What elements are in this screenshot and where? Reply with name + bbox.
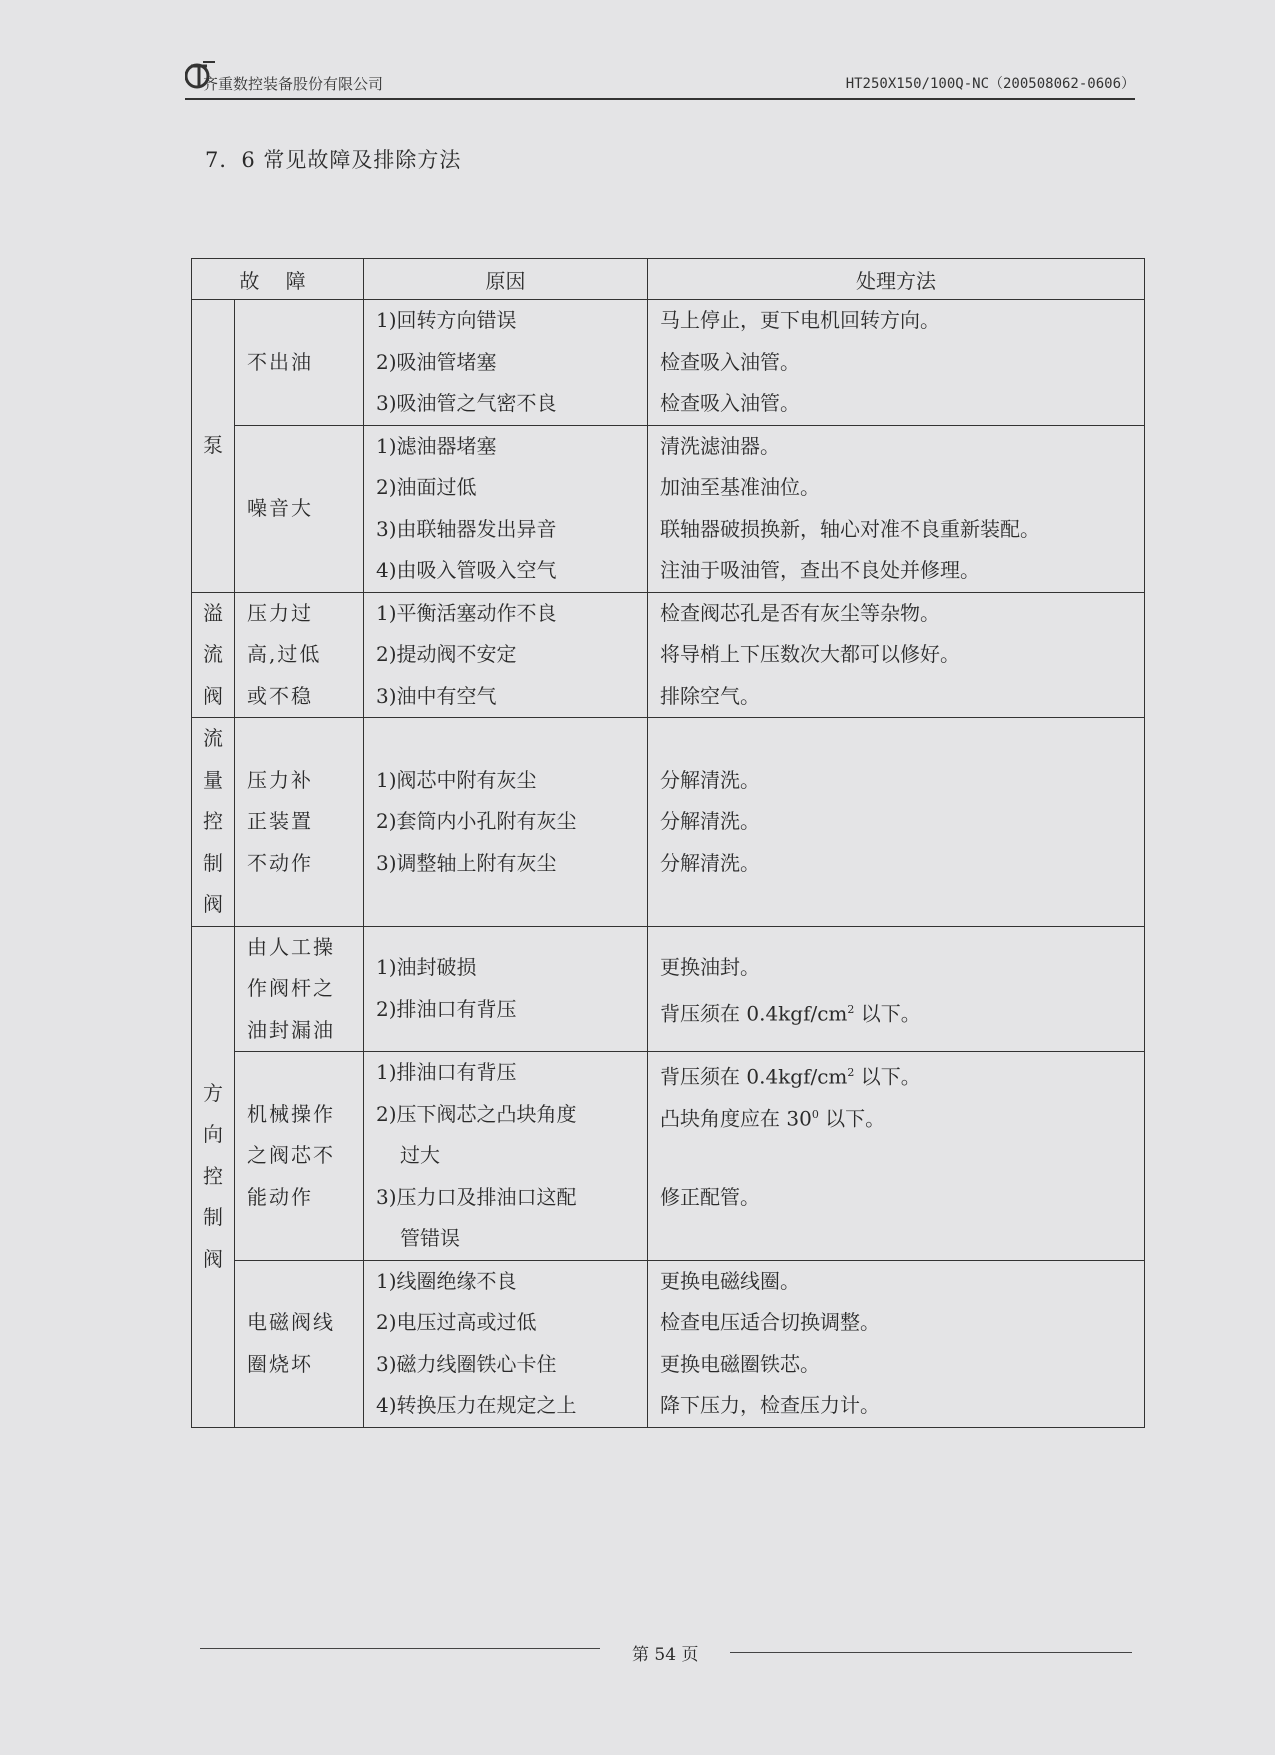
reason-cell: 1)回转方向错误 2)吸油管堵塞 3)吸油管之气密不良 xyxy=(364,300,648,426)
table-row xyxy=(192,1052,1145,1261)
fault-cell: 由人工操 作阀杆之 油封漏油 xyxy=(235,926,364,1052)
company-name: 齐重数控装备股份有限公司 xyxy=(203,75,384,93)
reason-cell: 1)排油口有背压 2)压下阀芯之凸块角度 过大 3)压力口及排油口这配 管错误 xyxy=(364,1052,648,1261)
table-row xyxy=(192,592,1145,718)
page-number: 第 54 页 xyxy=(632,1645,699,1665)
method-cell: 分解清洗。 分解清洗。 分解清洗。 xyxy=(648,718,1145,927)
category-pump: 泵 xyxy=(192,300,235,593)
page-header xyxy=(185,58,1135,100)
header-method: 处理方法 xyxy=(648,259,1145,300)
table-row xyxy=(192,926,1145,1052)
category-relief-valve: 溢 流 阀 xyxy=(192,592,235,718)
fault-cell: 压力补 正装置 不动作 xyxy=(235,718,364,927)
method-cell: 更换油封。 背压须在 $0.4kgf/cm^2$ 以下。 xyxy=(648,926,1145,1052)
reason-cell: 1)滤油器堵塞 2)油面过低 3)由联轴器发出异音 4)由吸入管吸入空气 xyxy=(364,425,648,592)
table-row xyxy=(192,1260,1145,1427)
header-reason: 原因 xyxy=(364,259,648,300)
header-fault: 故 障 xyxy=(192,259,364,300)
fault-cell: 不出油 xyxy=(235,300,364,426)
fault-cell: 机械操作 之阀芯不 能动作 xyxy=(235,1052,364,1261)
fault-table xyxy=(191,258,1145,1428)
footer-rule-left xyxy=(200,1648,600,1649)
category-flow-control-valve: 流 量 控 制 阀 xyxy=(192,718,235,927)
table-header-row xyxy=(192,259,1145,300)
fault-cell: 电磁阀线 圈烧坏 xyxy=(235,1260,364,1427)
method-cell: 背压须在 $0.4kgf/cm^2$ 以下。 凸块角度应在 $30^0$ 以下。 修正配管。 xyxy=(648,1052,1145,1261)
footer-rule-right xyxy=(730,1652,1132,1653)
category-direction-control-valve: 方 向 控 制 阀 xyxy=(192,926,235,1427)
method-cell: 清洗滤油器。 加油至基准油位。 联轴器破损换新，轴心对准不良重新装配。 注油于吸油管，查出不良处并修理。 xyxy=(648,425,1145,592)
method-cell: 检查阀芯孔是否有灰尘等杂物。 将导梢上下压数次大都可以修好。 排除空气。 xyxy=(648,592,1145,718)
method-cell: 马上停止，更下电机回转方向。 检查吸入油管。 检查吸入油管。 xyxy=(648,300,1145,426)
section-title: 7．6 常见故障及排除方法 xyxy=(205,148,462,172)
method-cell: 更换电磁线圈。 检查电压适合切换调整。 更换电磁圈铁芯。 降下压力，检查压力计。 xyxy=(648,1260,1145,1427)
fault-cell: 噪音大 xyxy=(235,425,364,592)
reason-cell: 1)平衡活塞动作不良 2)提动阀不安定 3)油中有空气 xyxy=(364,592,648,718)
reason-cell: 1)线圈绝缘不良 2)电压过高或过低 3)磁力线圈铁心卡住 4)转换压力在规定之上 xyxy=(364,1260,648,1427)
reason-cell: 1)油封破损 2)排油口有背压 xyxy=(364,926,648,1052)
reason-cell: 1)阀芯中附有灰尘 2)套筒内小孔附有灰尘 3)调整轴上附有灰尘 xyxy=(364,718,648,927)
fault-cell: 压力过 高,过低 或不稳 xyxy=(235,592,364,718)
table-row xyxy=(192,718,1145,927)
table-row xyxy=(192,300,1145,426)
table-row xyxy=(192,425,1145,592)
document-number: HT250X150/100Q-NC（200508062-0606） xyxy=(845,76,1135,92)
